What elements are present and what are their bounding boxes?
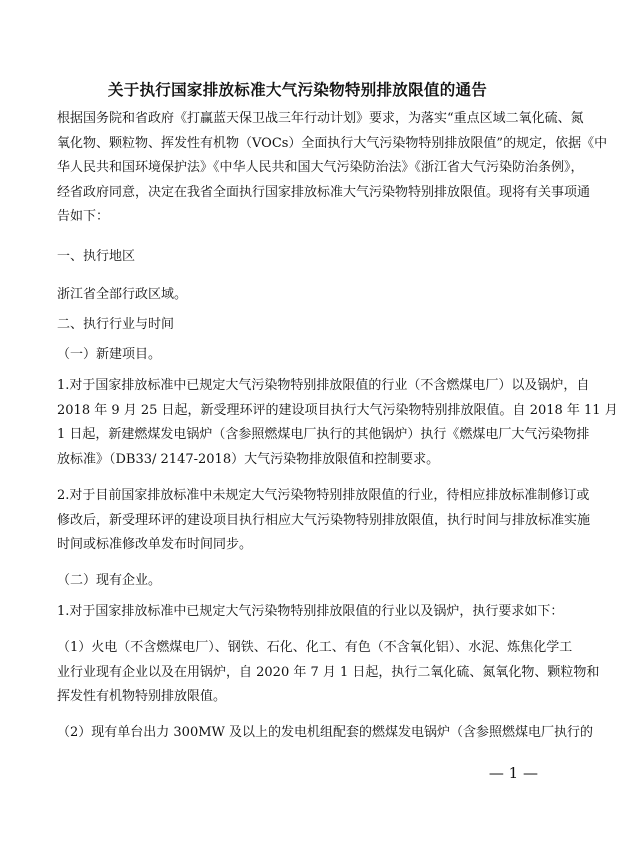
heading-text: （二）现有企业。 — [57, 573, 162, 588]
intro-line: 经省政府同意，决定在我省全面执行国家排放标准大气污染物特别排放限值。现将有关事项通 — [57, 184, 591, 200]
sub-heading-new-projects — [57, 343, 545, 368]
body-line: （1）火电（不含燃煤电厂）、钢铁、石化、化工、有色（不含氧化铝）、水泥、炼焦化学工 — [57, 640, 573, 655]
body-line: 2.对于目前国家排放标准中未规定大气污染物特别排放限值的行业，待相应排放标准制修订或 — [57, 488, 590, 503]
section-heading-area — [57, 245, 545, 270]
intro-line: 根据国务院和省政府《打赢蓝天保卫战三年行动计划》要求，为落实“重点区域二氧化硫、氮 — [57, 111, 584, 126]
intro-line: 告如下： — [57, 209, 110, 224]
heading-text: （一）新建项目。 — [57, 347, 162, 362]
heading-text: 二、执行行业与时间 — [57, 317, 175, 332]
body-line: （2）现有单台出力 300MW 及以上的发电机组配套的燃煤发电锅炉（含参照燃煤电厂执行的 — [57, 725, 594, 740]
body-line: 业行业现有企业以及在用锅炉，自 2020 年 7 月 1 日起，执行二氧化硫、氮氧化物、颗粒物和 — [57, 664, 600, 680]
existing-item-1-1 — [57, 636, 600, 710]
new-project-item-1 — [57, 374, 618, 472]
new-project-item-2 — [57, 484, 591, 558]
existing-item-1 — [57, 600, 564, 625]
intro-paragraph — [57, 107, 608, 230]
intro-line: 氧化物、颗粒物、挥发性有机物（VOCs）全面执行大气污染物特别排放限值”的规定，依据《中 — [57, 135, 608, 151]
sub-heading-existing — [57, 569, 545, 594]
body-line: 1 日起，新建燃煤发电锅炉（含参照燃煤电厂执行的其他锅炉）执行《燃煤电厂大气污染物排 — [57, 427, 590, 442]
area-paragraph — [57, 283, 545, 308]
body-line: 1.对于国家排放标准中已规定大气污染物特别排放限值的行业（不含燃煤电厂）以及锅炉，自 — [57, 378, 590, 393]
heading-text: 一、执行地区 — [57, 249, 136, 264]
body-text: 浙江省全部行政区域。 — [57, 287, 188, 302]
section-heading-industry-time — [57, 313, 545, 338]
document-title: 关于执行国家排放标准大气污染物特别排放限值的通告 — [107, 81, 488, 99]
intro-line: 华人民共和国环境保护法》《中华人民共和国大气污染防治法》《浙江省大气污染防治条例》， — [57, 160, 584, 175]
body-line: 1.对于国家排放标准中已规定大气污染物特别排放限值的行业以及锅炉，执行要求如下： — [57, 604, 564, 619]
page-number: — 1 — — [488, 764, 538, 782]
body-line: 放标准》（DB33/ 2147-2018）大气污染物排放限值和控制要求。 — [57, 451, 440, 467]
existing-item-1-2 — [57, 721, 594, 746]
body-line: 挥发性有机物特别排放限值。 — [57, 689, 227, 704]
body-line: 2018 年 9 月 25 日起，新受理环评的建设项目执行大气污染物特别排放限值。自 2018 年 11 月 — [57, 402, 618, 418]
body-line: 时间或标准修改单发布时间同步。 — [57, 537, 253, 552]
body-line: 修改后，新受理环评的建设项目执行相应大气污染物特别排放限值，执行时间与排放标准实施 — [57, 512, 591, 528]
